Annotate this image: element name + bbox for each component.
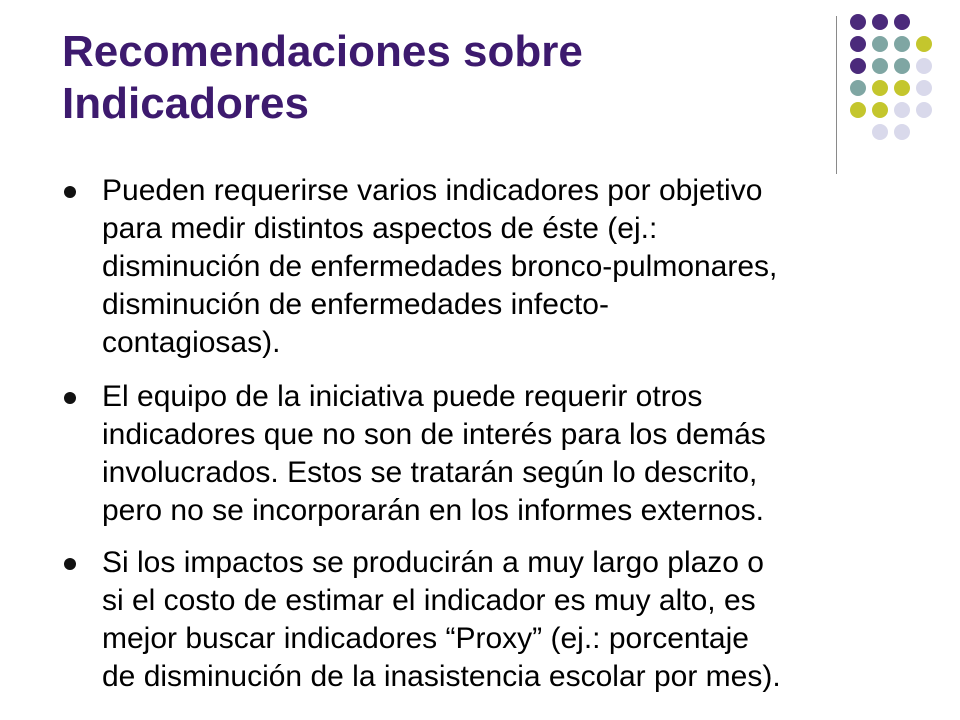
decorative-dot: [894, 102, 910, 118]
decorative-dot: [872, 102, 888, 118]
bullet-text: El equipo de la iniciativa puede requerir otros indicadores que no son de interés para los demás involucrados. Estos se tratarán según lo descrito, pero no se incorporarán en los informes externos.: [102, 380, 766, 527]
title-divider-line: [836, 16, 837, 174]
decorative-dot: [916, 36, 932, 52]
decorative-dot: [894, 14, 910, 30]
bullet-item: [102, 544, 902, 696]
bullet-item: [102, 378, 902, 530]
decorative-dot: [916, 80, 932, 96]
bullet-dot-icon: [64, 392, 76, 404]
decorative-dot: [916, 58, 932, 74]
decorative-dot: [894, 80, 910, 96]
bullet-list: [102, 172, 902, 712]
decorative-dot: [894, 36, 910, 52]
bullet-dot-icon: [64, 558, 76, 570]
bullet-item: [102, 172, 902, 362]
decorative-dot: [894, 124, 910, 140]
bullet-dot-icon: [64, 186, 76, 198]
decorative-dot: [872, 36, 888, 52]
bullet-text: Si los impactos se producirán a muy largo plazo o si el costo de estimar el indicador es muy alto, es mejor buscar indicadores “Proxy” (ej.: porcentaje de disminución de la inasistencia escolar por mes).: [102, 546, 781, 693]
decorative-dot: [872, 80, 888, 96]
slide-title: Recomendaciones sobre Indicadores: [62, 27, 583, 128]
decorative-dot: [872, 58, 888, 74]
decorative-dot: [916, 102, 932, 118]
decorative-dot: [850, 80, 866, 96]
bullet-text: Pueden requerirse varios indicadores por objetivo para medir distintos aspectos de éste (ej.: disminución de enfermedades bronco-pulmonares, disminución de enfermedades infecto- contagiosas).: [102, 174, 778, 359]
decorative-dot: [872, 124, 888, 140]
decorative-dot: [894, 58, 910, 74]
decorative-dot: [850, 58, 866, 74]
decorative-dot: [850, 102, 866, 118]
decorative-dot: [872, 14, 888, 30]
decorative-dot: [850, 14, 866, 30]
decorative-dot: [850, 36, 866, 52]
